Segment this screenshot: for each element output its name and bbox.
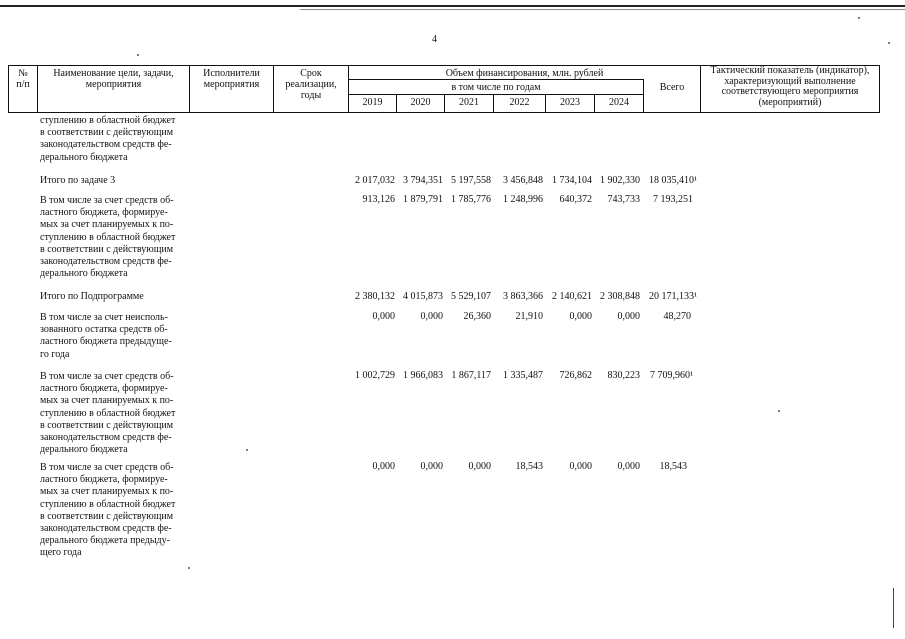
scan-speck (137, 54, 139, 56)
row-label: В том числе за счет средств об- ластного бюджета, формируе- мых за счет планируемых к по- ступлению в областной бюджет в соответствии с действующим законодательством средств фе- дерального бюджета (40, 371, 176, 456)
row-value-2023: 2 140,621 (552, 291, 592, 302)
row-value-2019: 2 380,132 (355, 291, 395, 302)
row-value-2022: 3 863,366 (503, 291, 543, 302)
row-value-2021: 5 197,558 (451, 175, 491, 186)
row-label: В том числе за счет неисполь- зованного остатка средств об- ластного бюджета предыдуще- го года (40, 312, 172, 360)
row-value-2020: 4 015,873 (403, 291, 443, 302)
row-label: ступлению в областной бюджет в соответствии с действующим законодательством средств фе- дерального бюджета (40, 115, 176, 163)
row-value-2020: 3 794,351 (403, 175, 443, 186)
row-value-2024: 2 308,848 (600, 291, 640, 302)
header-col-volume: Объем финансирования, млн. рублей (445, 68, 604, 79)
row-value-2021: 26,360 (463, 311, 491, 322)
header-subline-2 (348, 94, 643, 95)
row-value-2022: 1 335,487 (503, 370, 543, 381)
row-value-2019: 2 017,032 (355, 175, 395, 186)
header-year: 2019 (362, 97, 383, 108)
row-value-2019: 0,000 (372, 461, 395, 472)
top-border-line (0, 5, 905, 7)
row-value-2020: 1 879,791 (403, 194, 443, 205)
row-value-2022: 18,543 (515, 461, 543, 472)
row-value-2022: 1 248,996 (503, 194, 543, 205)
row-label: Итого по задаче 3 (40, 175, 116, 186)
header-col-by-years: в том числе по годам (451, 82, 541, 93)
row-value-2023: 640,372 (559, 194, 592, 205)
row-value-2022: 21,910 (515, 311, 543, 322)
header-year: 2020 (410, 97, 431, 108)
scan-speck (778, 410, 780, 412)
header-col-indicator: Тактический показатель (индикатор), характеризующий выполнение соответствующего мероприятия (мероприятий) (710, 65, 870, 108)
top-border-line-thin (300, 9, 905, 10)
row-value-2023: 0,000 (569, 311, 592, 322)
row-value-2023: 726,862 (559, 370, 592, 381)
scan-speck (246, 449, 248, 451)
row-label: В том числе за счет средств об- ластного бюджета, формируе- мых за счет планируемых к по- ступлению в областной бюджет в соответствии с действующим законодательством средств фе- дерального бюджета предыду- щего года (40, 462, 176, 559)
row-value-2023: 0,000 (569, 461, 592, 472)
row-value-2021: 0,000 (468, 461, 491, 472)
row-total: 18,543 (659, 461, 687, 472)
page-number: 4 (432, 34, 437, 45)
row-value-2020: 0,000 (420, 461, 443, 472)
row-label: В том числе за счет средств об- ластного бюджета, формируе- мых за счет планируемых к по- ступлению в областной бюджет в соответствии с действующим законодательством средств фе- дерального бюджета (40, 195, 176, 280)
row-value-2019: 913,126 (362, 194, 395, 205)
header-year: 2022 (509, 97, 530, 108)
row-value-2021: 1 785,776 (451, 194, 491, 205)
row-value-2021: 1 867,117 (451, 370, 491, 381)
row-total: 7 709,960¹ (650, 370, 693, 381)
scan-speck (188, 567, 190, 569)
row-value-2021: 5 529,107 (451, 291, 491, 302)
row-value-2019: 1 002,729 (355, 370, 395, 381)
scan-speck (858, 17, 860, 19)
row-value-2024: 743,733 (607, 194, 640, 205)
row-value-2020: 1 966,083 (403, 370, 443, 381)
header-vline (879, 65, 880, 113)
row-total: 7 193,251 (653, 194, 693, 205)
header-col-executors: Исполнители мероприятия (203, 68, 260, 90)
header-year: 2024 (609, 97, 629, 108)
row-value-2024: 0,000 (617, 461, 640, 472)
row-value-2023: 1 734,104 (552, 175, 592, 186)
row-value-2019: 0,000 (372, 311, 395, 322)
header-col-total: Всего (659, 82, 685, 93)
scan-edge-mark (893, 588, 894, 628)
row-value-2024: 830,223 (607, 370, 640, 381)
row-value-2020: 0,000 (420, 311, 443, 322)
header-col-term: Срок реализации, годы (285, 68, 337, 101)
row-value-2022: 3 456,848 (503, 175, 543, 186)
header-col-name: Наименование цели, задачи, мероприятия (53, 68, 174, 90)
header-col-no: № п/п (16, 68, 30, 90)
row-value-2024: 0,000 (617, 311, 640, 322)
row-label: Итого по Подпрограмме (40, 291, 144, 302)
row-value-2024: 1 902,330 (600, 175, 640, 186)
scan-speck (888, 42, 890, 44)
row-total: 48,270 (663, 311, 691, 322)
header-year: 2021 (459, 97, 479, 108)
header-year: 2023 (560, 97, 580, 108)
header-subline-1 (348, 79, 643, 80)
row-total: 18 035,410¹ (649, 175, 697, 186)
row-total: 20 171,133¹ (649, 291, 697, 302)
